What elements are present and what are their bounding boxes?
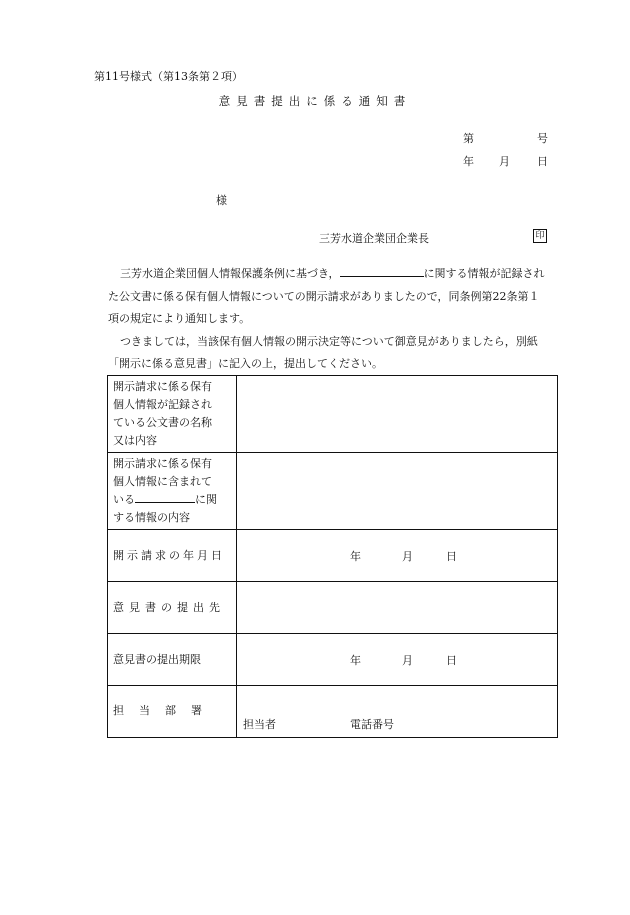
body-line-1	[120, 265, 545, 281]
phone-number-label: 電話番号	[350, 718, 394, 731]
document-name-label: 開示請求に係る保有 個人情報が記録され ている公文書の名称 又は内容	[108, 376, 237, 453]
issuer-name: 三芳水道企業団企業長	[319, 232, 429, 245]
info-content-label: 開示請求に係る保有 個人情報に含まれて いる に関 する情報の内容	[108, 453, 237, 530]
body-line-2: た公文書に係る保有個人情報についての開示請求がありましたので，同条例第22条第１	[108, 290, 540, 303]
table-row	[108, 376, 558, 453]
department-value[interactable]	[237, 686, 558, 738]
subject-blank-line	[340, 265, 424, 277]
issue-date-year: 年	[463, 155, 474, 168]
request-date-value[interactable]: 年 月 日	[237, 530, 558, 582]
document-name-value[interactable]	[237, 376, 558, 453]
submission-destination-label: 意見書の提出先	[108, 582, 237, 634]
seal-mark: 印	[533, 229, 547, 243]
table-row	[108, 634, 558, 686]
person-in-charge-label: 担当者	[243, 718, 276, 731]
body-line-1-after: に関する情報が記録され	[423, 267, 545, 280]
form-number: 第11号様式（第13条第２項）	[94, 70, 243, 83]
table-row	[108, 530, 558, 582]
body-line-4: つきましては，当該保有個人情報の開示決定等について御意見がありましたら，別紙	[120, 335, 538, 348]
issue-date-month: 月	[499, 155, 510, 168]
body-line-1-before: 三芳水道企業団個人情報保護条例に基づき，	[120, 267, 340, 280]
table-row	[108, 582, 558, 634]
notice-number-prefix: 第	[463, 132, 474, 145]
document-title: 意見書提出に係る通知書	[218, 94, 412, 108]
notice-table	[107, 375, 558, 738]
issue-date-day: 日	[537, 155, 548, 168]
notice-number-suffix: 号	[537, 132, 548, 145]
addressee-honorific: 様	[216, 194, 227, 207]
request-date-label: 開示請求の年月日	[108, 530, 237, 582]
submission-destination-value[interactable]	[237, 582, 558, 634]
info-blank-line	[135, 491, 195, 503]
submission-deadline-value[interactable]: 年 月 日	[237, 634, 558, 686]
department-label: 担当部署	[108, 686, 237, 738]
table-row	[108, 686, 558, 738]
body-line-5: 「開示に係る意見書」に記入の上，提出してください。	[108, 357, 383, 370]
submission-deadline-label: 意見書の提出期限	[108, 634, 237, 686]
table-row	[108, 453, 558, 530]
info-content-value[interactable]	[237, 453, 558, 530]
body-line-3: 項の規定により通知します。	[108, 312, 251, 325]
